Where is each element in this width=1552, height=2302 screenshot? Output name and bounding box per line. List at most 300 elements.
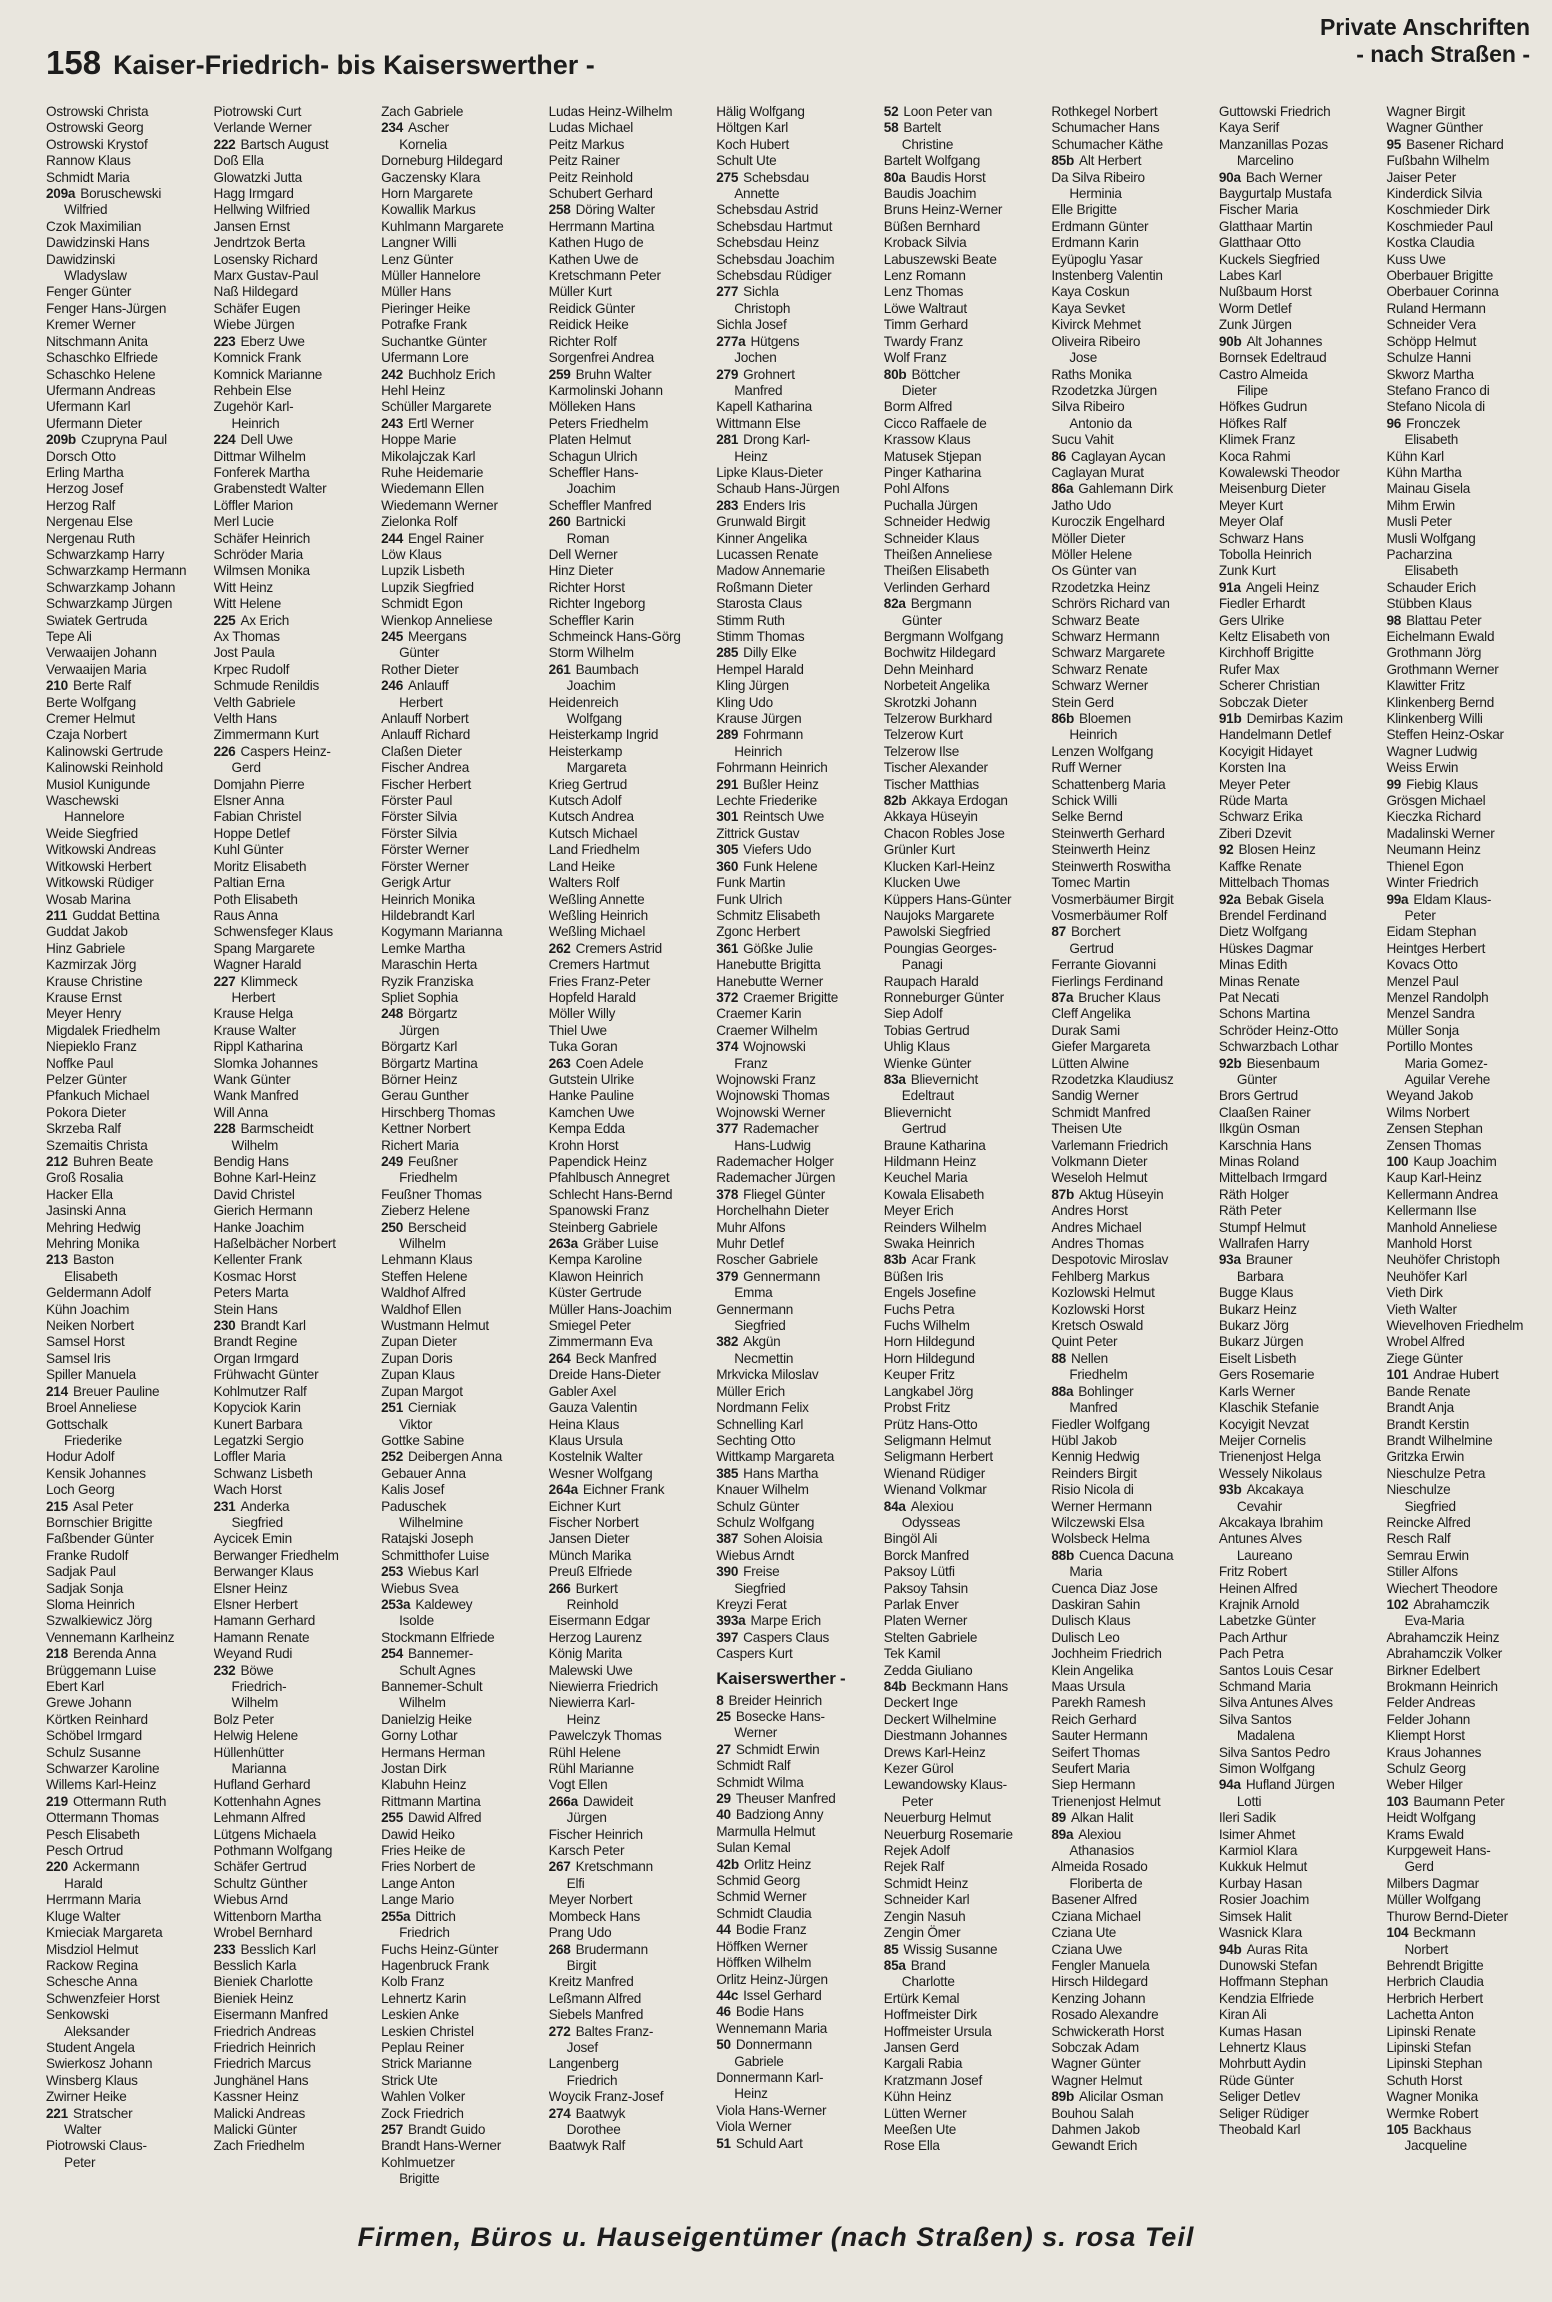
resident-name: König Marita [548,1646,622,1662]
resident-name: Zimmermann Kurt [213,727,319,743]
resident-name: Gabriele [734,2053,784,2069]
listing-entry [716,990,870,1006]
resident-name: Zunk Jürgen [1218,317,1292,333]
resident-name: Koschmieder Paul [1386,218,1493,234]
listing-entry [1051,317,1205,333]
listing-entry [549,613,703,629]
resident-name: Heinz [734,2086,768,2102]
resident-name: Schwarzkamp Hermann [46,563,187,579]
listing-entry [381,1072,535,1088]
listing-entry [46,1663,200,1679]
listing-column [716,104,870,2214]
resident-name: Akkaya Erdogan [911,793,1008,809]
listing-entry [549,153,703,169]
resident-name: Deibergen Anna [408,1449,503,1465]
resident-name: Ronneburger Günter [883,989,1004,1005]
resident-name: Vieth Walter [1386,1301,1457,1317]
listing-entry [381,974,535,990]
resident-name: Almeida Rosado [1051,1859,1148,1875]
listing-entry [381,1023,535,1039]
resident-name: Wagner Günther [1386,120,1483,136]
resident-name: Gottschalk [46,1416,108,1432]
resident-name: Wolfgang [566,711,622,727]
listing-entry [381,1761,535,1777]
listing-entry [381,1925,535,1941]
resident-name: Behrendt Brigitte [1386,1957,1484,1973]
listing-entry [1386,219,1540,235]
listing-entry [1219,268,1373,284]
listing-entry [549,399,703,415]
resident-name: Hopfeld Harald [548,989,636,1005]
listing-entry [1051,2024,1205,2040]
listing-entry [1386,1909,1540,1925]
resident-name: Müller Kurt [548,284,612,300]
listing-entry [884,1006,1038,1022]
resident-name: Fohrmann [743,727,804,743]
resident-name: Hälig Wolfgang [716,104,805,119]
listing-entry [884,826,1038,842]
resident-name: Naß Hildegard [213,284,298,300]
resident-name: Wennemann Maria [716,2020,828,2036]
resident-name: Kukkuk Helmut [1218,1859,1308,1875]
resident-name: Ludas Michael [548,120,634,136]
resident-name: Engel Rainer [408,530,484,546]
house-number: 89 [1051,1810,1066,1826]
resident-name: Elisabeth [64,1268,118,1284]
resident-name: Fischer Heinrich [548,1826,643,1842]
listing-entry [214,1499,368,1515]
listing-entry [716,383,870,399]
resident-name: Dulisch Klaus [1051,1613,1131,1629]
house-number: 87a [1051,989,1074,1005]
listing-entry [1051,498,1205,514]
resident-name: Kowala Elisabeth [883,1186,985,1202]
listing-entry [1219,1695,1373,1711]
resident-name: Meergans [408,629,467,644]
resident-name: Kaya Coskun [1051,284,1130,300]
listing-entry [214,596,368,612]
listing-entry [549,449,703,465]
resident-name: Lipke Klaus-Dieter [716,464,823,480]
resident-name: Komnick Frank [213,350,301,366]
resident-name: Lütten Alwine [1051,1055,1129,1071]
listing-entry [1219,1777,1373,1793]
listing-entry [884,1777,1038,1793]
listing-entry [1051,1942,1205,1958]
listing-entry [716,531,870,547]
house-number: 360 [716,858,739,874]
resident-name: Dell Werner [548,546,618,562]
resident-name: Manhold Horst [1386,1236,1472,1252]
resident-name: Horn Hildegund [883,1350,975,1366]
resident-name: Heisterkamp Ingrid [548,727,659,743]
listing-entry [549,2007,703,2023]
resident-name: Drong Karl- [743,432,810,448]
listing-entry [381,760,535,776]
resident-name: Kohlmuetzer [381,2154,455,2170]
resident-name: Lipinski Renate [1386,2023,1476,2039]
listing-entry [549,1761,703,1777]
listing-entry [549,859,703,875]
listing-entry [884,1384,1038,1400]
listing-entry [1386,1006,1540,1022]
listing-entry [884,186,1038,202]
listing-entry [1219,1121,1373,1137]
listing-entry [214,727,368,743]
listing-entry [381,645,535,661]
resident-name: Spanowski Franz [548,1203,650,1219]
resident-name: Zupan Klaus [381,1367,455,1383]
resident-name: Swiatek Gertruda [46,612,148,628]
listing-entry [549,1745,703,1761]
resident-name: Fliegel Günter [743,1186,826,1202]
resident-name: Paduschek [381,1498,447,1514]
resident-name: Wienke Günter [883,1055,972,1071]
listing-entry [549,1203,703,1219]
resident-name: Spang Margarete [213,940,315,956]
resident-name: Pesch Elisabeth [46,1826,140,1842]
resident-name: Erdmann Karin [1051,235,1139,251]
resident-name: Zimmermann Eva [548,1334,653,1350]
listing-entry [549,465,703,481]
listing-entry [214,514,368,530]
listing-entry [1051,1351,1205,1367]
listing-entry [381,1548,535,1564]
listing-entry [884,1761,1038,1777]
listing-entry [1051,1400,1205,1416]
listing-entry [214,481,368,497]
resident-name: Kocyigit Nevzat [1218,1416,1309,1432]
resident-name: Wiedemann Ellen [381,481,484,497]
resident-name: Bach Werner [1245,169,1323,185]
resident-name: Charlotte [901,1974,955,1990]
resident-name: Wahlen Volker [381,2089,466,2105]
listing-entry [1051,137,1205,153]
house-number: 86 [1051,448,1066,464]
resident-name: Werner Hermann [1051,1498,1152,1514]
listing-entry [1386,2138,1540,2154]
listing-entry [549,1170,703,1186]
listing-entry [381,2040,535,2056]
listing-entry [1219,1909,1373,1925]
listing-entry [884,1695,1038,1711]
listing-entry [214,1121,368,1137]
listing-entry [381,284,535,300]
resident-name: Eisermann Manfred [213,2007,328,2023]
resident-name: Glatthaar Otto [1218,235,1301,251]
resident-name: Wojnowski [743,1039,806,1055]
resident-name: Kretschmann Peter [548,268,661,284]
listing-entry [1386,662,1540,678]
house-number: 275 [716,169,739,185]
listing-entry [381,235,535,251]
resident-name: Ottermann Thomas [46,1810,159,1826]
resident-name: Meijer Cornelis [1218,1432,1306,1448]
listing-entry [46,202,200,218]
resident-name: Merl Lucie [213,514,274,530]
resident-name: Wilczewski Elsa [1051,1514,1145,1530]
resident-name: Roßmann Dieter [716,579,813,595]
listing-entry [46,235,200,251]
resident-name: Tischer Matthias [883,776,979,792]
resident-name: Oberbauer Corinna [1386,284,1499,300]
listing-entry [1219,990,1373,1006]
listing-entry [46,186,200,202]
listing-entry [1051,531,1205,547]
listing-entry [1386,842,1540,858]
listing-entry [214,1417,368,1433]
resident-name: Räth Peter [1218,1203,1282,1219]
resident-name: Samsel Horst [46,1334,125,1350]
listing-entry [716,137,870,153]
resident-name: Anderka [240,1498,290,1514]
listing-entry [1219,596,1373,612]
resident-name: Castro Almeida [1218,366,1308,382]
listing-entry [214,875,368,891]
resident-name: Malewski Uwe [548,1662,633,1678]
house-number: 226 [213,743,236,759]
listing-entry [214,531,368,547]
listing-entry [716,252,870,268]
listing-entry [381,383,535,399]
listing-entry [381,695,535,711]
listing-entry [46,1466,200,1482]
resident-name: Hamann Gerhard [213,1613,316,1629]
resident-name: Bukarz Heinz [1218,1301,1297,1317]
resident-name: Wievelhoven Friedhelm [1386,1318,1524,1334]
resident-name: Meyer Erich [883,1203,954,1219]
resident-name: Schebsdau Hartmut [716,218,833,234]
listing-entry [1386,1417,1540,1433]
resident-name: Ufermann Andreas [46,382,156,398]
house-number: 215 [46,1498,68,1514]
resident-name: Tek Kamil [883,1646,941,1662]
resident-name: Wolf Franz [883,350,947,366]
listing-entry [1219,202,1373,218]
listing-entry [214,301,368,317]
listing-entry [214,1203,368,1219]
section-header [1320,14,1530,68]
listing-entry [381,1039,535,1055]
resident-name: Peter [901,1793,934,1809]
listing-entry [1051,1925,1205,1941]
resident-name: Jasinski Anna [46,1203,126,1219]
house-number: 90a [1218,169,1241,185]
resident-name: Hanke Joachim [213,1219,304,1235]
listing-entry [1219,1531,1373,1547]
resident-name: Kreitz Manfred [548,1974,634,1990]
listing-entry [1219,1203,1373,1219]
resident-name: Höfkes Gudrun [1218,399,1308,415]
resident-name: Zupan Doris [381,1350,453,1366]
resident-name: Fiedler Wolfgang [1051,1416,1150,1432]
resident-name: Kühn Karl [1386,448,1444,464]
listing-entry [1051,334,1205,350]
listing-entry [1051,153,1205,169]
resident-name: Hempel Harald [716,661,804,677]
listing-entry [214,1302,368,1318]
resident-name: Scheffler Karin [548,612,634,628]
resident-name: Wiebus Arndt [716,1547,795,1563]
listing-entry [214,465,368,481]
house-number: 233 [213,1941,236,1957]
resident-name: Menzel Sandra [1386,1006,1475,1022]
listing-entry [1051,1433,1205,1449]
listing-entry [549,2024,703,2040]
listing-entry [1386,1564,1540,1580]
listing-entry [214,1794,368,1810]
house-number: 249 [381,1154,404,1169]
resident-name: Labes Karl [1218,268,1282,284]
listing-entry [884,1909,1038,1925]
listing-entry [716,1006,870,1022]
resident-name: Stelten Gabriele [883,1629,978,1645]
listing-entry [1051,563,1205,579]
listing-entry [1386,547,1540,563]
listing-entry [1219,481,1373,497]
resident-name: Richter Horst [548,579,625,595]
resident-name: Sauter Hermann [1051,1728,1148,1744]
resident-name: Heinrich Monika [381,891,475,907]
resident-name: Kling Jürgen [716,678,789,694]
resident-name: Jürgen [566,1810,607,1826]
listing-entry [214,202,368,218]
resident-name: Kutsch Michael [548,825,638,841]
listing-entry [214,1515,368,1531]
resident-name: Förster Werner [381,858,469,874]
house-number: 99 [1386,776,1402,792]
listing-entry [549,1220,703,1236]
resident-name: Twardy Franz [883,333,964,349]
listing-entry [1386,1384,1540,1400]
listing-entry [884,334,1038,350]
listing-entry [46,1630,200,1646]
listing-entry [1386,1105,1540,1121]
listing-entry [1051,662,1205,678]
resident-name: Freise [743,1564,780,1580]
listing-entry [1051,1203,1205,1219]
resident-name: Wojnowski Thomas [716,1088,830,1104]
resident-name: Parlak Enver [883,1596,959,1612]
listing-entry [1386,1367,1540,1383]
listing-entry [716,1824,870,1840]
resident-name: Czaja Norbert [46,727,127,743]
resident-name: Schulz Wolfgang [716,1514,815,1530]
resident-name: Kretsch Oswald [1051,1318,1144,1334]
listing-entry [884,1072,1038,1088]
listing-entry [884,1630,1038,1646]
resident-name: Brucher Klaus [1078,989,1161,1005]
resident-name: Enders Iris [743,497,806,513]
listing-entry [549,1285,703,1301]
resident-name: Friedrich- [231,1679,287,1694]
resident-name: Fuchs Petra [883,1301,955,1317]
listing-entry [1219,892,1373,908]
listing-entry [884,2122,1038,2138]
resident-name: Sandig Werner [1051,1088,1139,1104]
resident-name: Böttcher [911,366,961,382]
listing-entry [716,908,870,924]
resident-name: Wolsbeck Helma [1051,1531,1150,1547]
listing-entry [1219,908,1373,924]
resident-name: Annette [734,186,780,202]
resident-name: Börgartz Martina [381,1055,478,1071]
listing-entry [381,153,535,169]
listing-entry [716,350,870,366]
listing-entry [549,1466,703,1482]
resident-name: Schulze Hanni [1386,350,1471,366]
house-number: 210 [46,678,68,694]
resident-name: Leskien Anke [381,2007,459,2023]
house-number: 88b [1051,1547,1075,1563]
resident-name: Prang Udo [548,1925,612,1941]
resident-name: Wittmann Else [716,415,801,431]
listing-entry [1219,1039,1373,1055]
resident-name: Oberbauer Brigitte [1386,268,1494,284]
resident-name: Seligmann Helmut [883,1432,991,1448]
listing-entry [1386,317,1540,333]
listing-entry [549,1843,703,1859]
listing-entry [1386,826,1540,842]
resident-name: Siegfried [1404,1498,1456,1514]
listing-entry [214,104,368,120]
listing-entry [381,1531,535,1547]
listing-entry [716,1873,870,1889]
resident-name: Neiken Norbert [46,1318,134,1334]
resident-name: Siegfried [734,1318,786,1334]
resident-name: Schumacher Hans [1051,120,1160,136]
resident-name: Kiran Ali [1218,2007,1267,2023]
resident-name: Probst Fritz [883,1400,951,1416]
listing-entry [884,695,1038,711]
listing-entry [381,1974,535,1990]
resident-name: Mainau Gisela [1386,481,1471,497]
resident-name: Andres Thomas [1051,1236,1144,1252]
listing-entry [716,1072,870,1088]
listing-entry [884,2007,1038,2023]
listing-entry [1051,1843,1205,1859]
resident-name: Brandt Kerstin [1386,1416,1470,1432]
resident-name: Cremer Helmut [46,711,135,727]
resident-name: Lucassen Renate [716,546,819,562]
listing-entry [46,859,200,875]
resident-name: Schebsdau Astrid [716,202,819,218]
resident-name: Sichla [743,284,779,300]
resident-name: Bruhn Walter [575,366,652,382]
resident-name: Dawid Heiko [381,1826,455,1842]
resident-name: Durak Sami [1051,1022,1120,1038]
resident-name: Gößke Julie [743,940,813,956]
listing-entry [1386,120,1540,136]
resident-name: Klinkenberg Willi [1386,711,1483,727]
listing-entry [46,547,200,563]
listing-entry [46,974,200,990]
listing-entry [716,317,870,333]
listing-entry [1051,974,1205,990]
listing-entry [549,301,703,317]
resident-name: Sorgenfrei Andrea [548,350,654,366]
listing-entry [884,2106,1038,2122]
listing-entry [716,1646,870,1662]
resident-name: Hannelore [64,809,125,825]
resident-name: Kuroczik Engelhard [1051,514,1165,530]
listing-entry [381,1367,535,1383]
listing-entry [549,1187,703,1203]
listing-entry [1386,1056,1540,1072]
listing-entry [1386,1859,1540,1875]
resident-name: Weyand Rudi [213,1646,293,1662]
listing-entry [1051,596,1205,612]
